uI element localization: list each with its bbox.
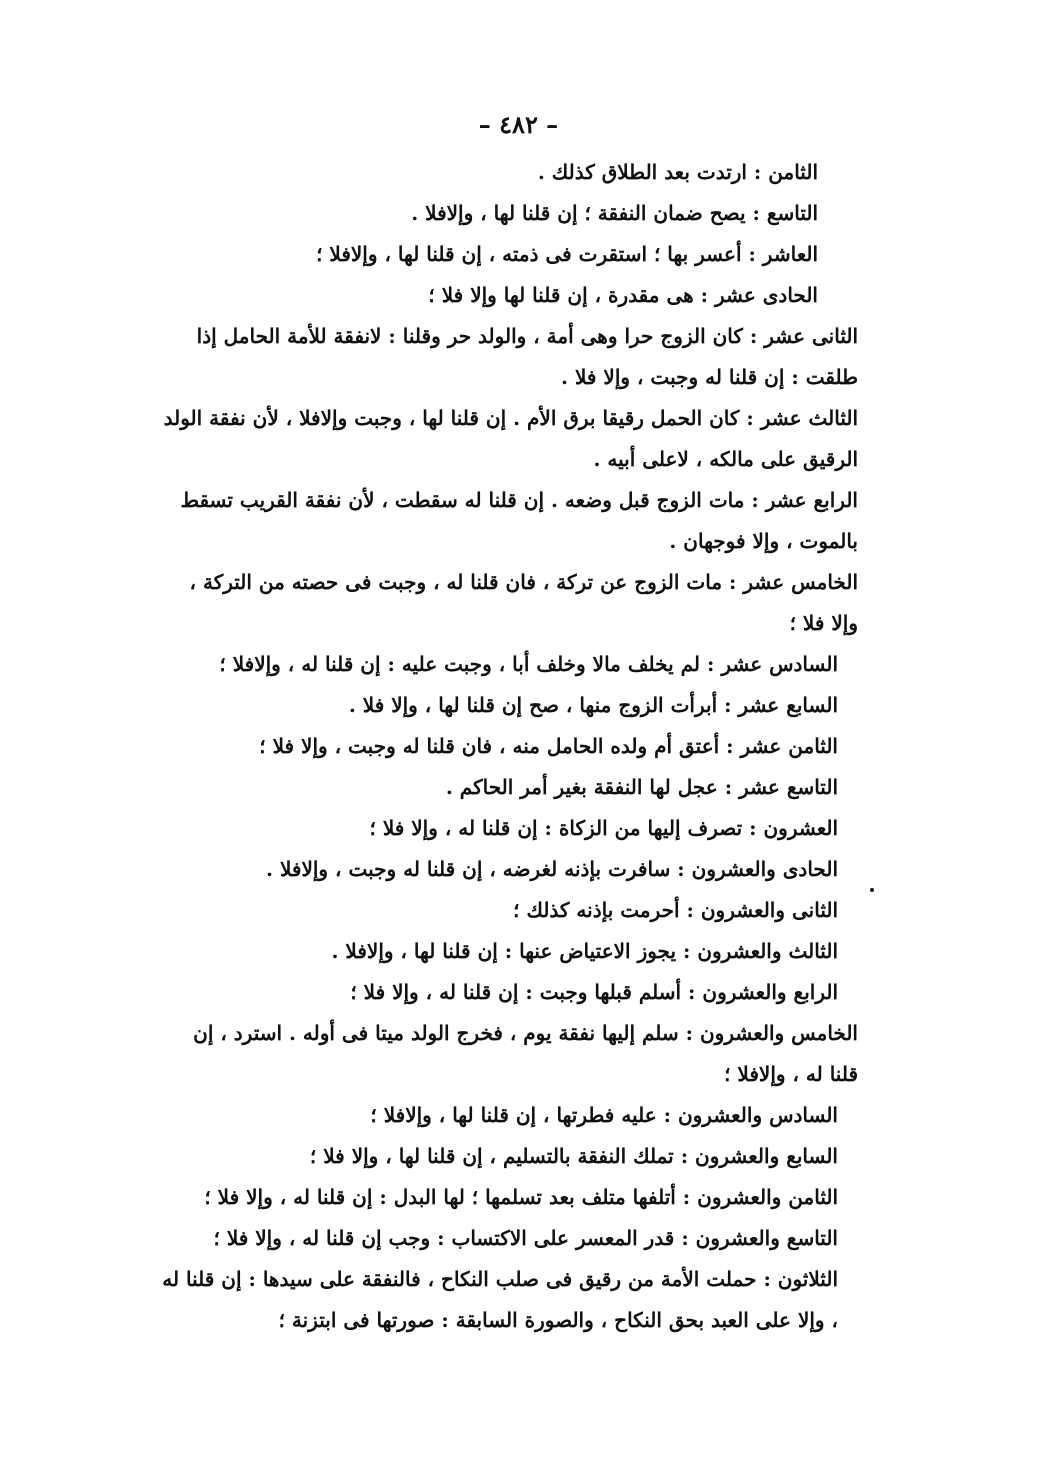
paragraph: الحادى والعشرون : سافرت بإذنه لغرضه ، إن قلنا له وجبت ، وإلافلا .: [266, 857, 838, 881]
paragraph: التاسع والعشرون : قدر المعسر على الاكتساب : وجب إن قلنا له ، وإلا فلا ؛: [213, 1226, 838, 1250]
paragraph: العاشر : أعسر بها ؛ استقرت فى ذمته ، إن قلنا لها ، وإلافلا ؛: [316, 242, 818, 266]
margin-dot: [870, 888, 874, 892]
paragraph: الثالث والعشرون : يجوز الاعتياض عنها : إن قلنا لها ، وإلافلا .: [331, 939, 838, 963]
paragraph: السابع عشر : أبرأت الزوج منها ، صح إن قلنا لها ، وإلا فلا .: [348, 693, 838, 717]
paragraph: الرابع عشر : مات الزوج قبل وضعه . إن قلنا له سقطت ، لأن نفقة القريب تسقط بالموت ، وإلا فوجهان .: [180, 488, 858, 553]
paragraph: الحادى عشر : هى مقدرة ، إن قلنا لها وإلا فلا ؛: [428, 283, 818, 307]
paragraph: التاسع عشر : عجل لها النفقة بغير أمر الحاكم .: [445, 775, 838, 799]
paragraph: الثانى عشر : كان الزوج حرا وهى أمة ، والولد حر وقلنا : لانفقة للأمة الحامل إذا طلقت : إن قلنا له وجبت ، وإلا فلا .: [196, 324, 858, 389]
page-number: – ٤٨٢ –: [478, 110, 559, 139]
paragraph: السادس والعشرون : عليه فطرتها ، إن قلنا لها ، وإلافلا ؛: [370, 1103, 838, 1127]
paragraph: الرابع والعشرون : أسلم قبلها وجبت : إن قلنا له ، وإلا فلا ؛: [350, 980, 838, 1004]
paragraph: الثانى والعشرون : أحرمت بإذنه كذلك ؛: [513, 898, 838, 922]
paragraph: السادس عشر : لم يخلف مالا وخلف أبا ، وجبت عليه : إن قلنا له ، وإلافلا ؛: [219, 652, 838, 676]
paragraph: الثامن عشر : أعتق أم ولده الحامل منه ، فان قلنا له وجبت ، وإلا فلا ؛: [259, 734, 838, 758]
body-text: [160, 152, 880, 1341]
paragraph: الثامن : ارتدت بعد الطلاق كذلك .: [537, 160, 818, 184]
paragraph: الثالث عشر : كان الحمل رقيقا برق الأم . إن قلنا لها ، وجبت وإلافلا ، لأن نفقة الولد الرقيق على مالكه ، لاعلى أبيه .: [163, 406, 858, 471]
paragraph: التاسع : يصح ضمان النفقة ؛ إن قلنا لها ، وإلافلا .: [411, 201, 818, 225]
paragraph: السابع والعشرون : تملك النفقة بالتسليم ، إن قلنا لها ، وإلا فلا ؛: [309, 1144, 838, 1168]
paragraph: الخامس والعشرون : سلم إليها نفقة يوم ، فخرج الولد ميتا فى أوله . استرد ، إن قلنا له ، وإلافلا ؛: [193, 1021, 858, 1086]
paragraph: الخامس عشر : مات الزوج عن تركة ، فان قلنا له ، وجبت فى حصته من التركة ، وإلا فلا ؛: [189, 570, 858, 635]
paragraph: الثلاثون : حملت الأمة من رقيق فى صلب النكاح ، فالنفقة على سيدها : إن قلنا له ، وإلا على العبد بحق النكاح ، والصورة السابقة : صورتها فى ابتزنة ؛: [162, 1267, 838, 1332]
paragraph: العشرون : تصرف إليها من الزكاة : إن قلنا له ، وإلا فلا ؛: [369, 816, 838, 840]
paragraph: الثامن والعشرون : أتلفها متلف بعد تسلمها ؛ لها البدل : إن قلنا له ، وإلا فلا ؛: [204, 1185, 838, 1209]
